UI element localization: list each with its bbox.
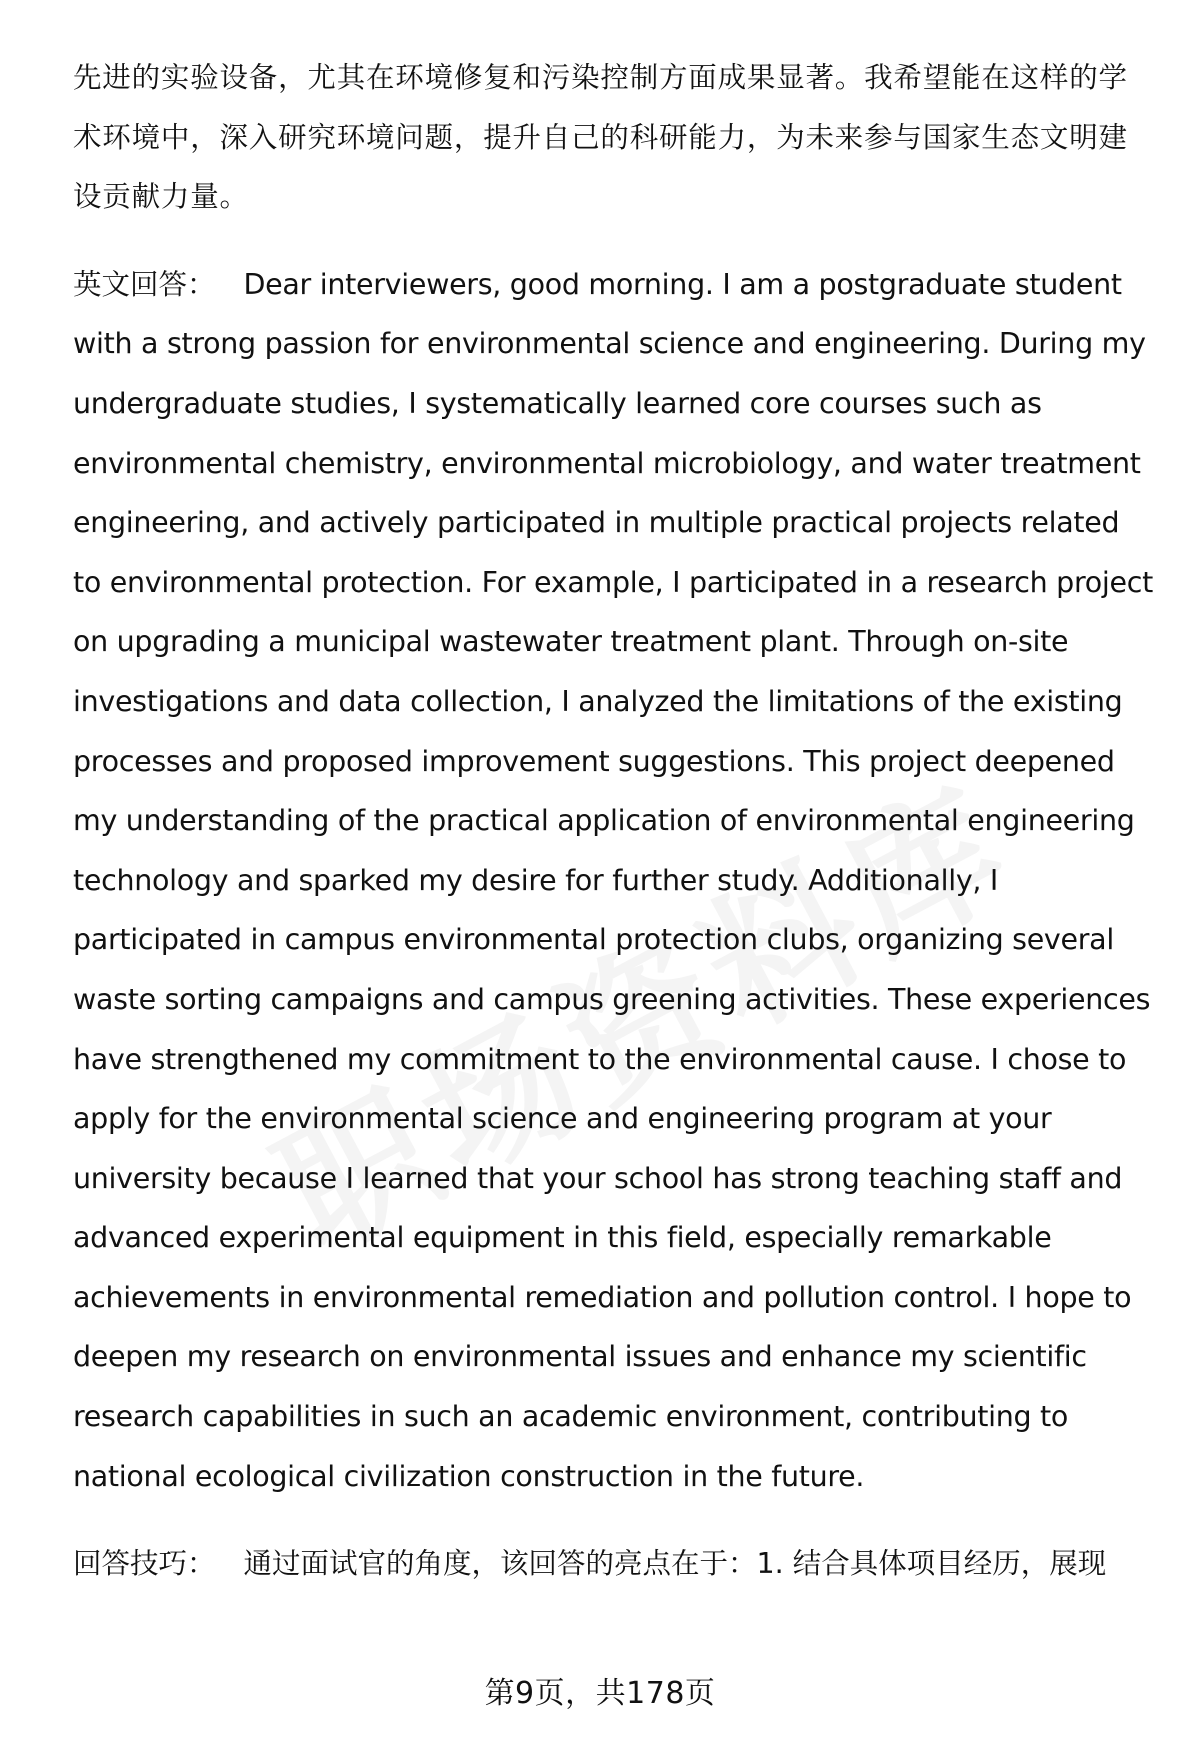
document-body bbox=[73, 48, 1153, 1622]
tips-label: 回答技巧： bbox=[73, 1547, 216, 1581]
page-number: 第9页，共178页 bbox=[484, 1676, 716, 1711]
english-answer-text: Dear interviewers, good morning. I am a postgraduate student with a strong passion for environmental science and engineering. During my undergraduate studies, I systematically learned core courses such as environmental chemistry, environmental microbiology, and water treatment engineering, and actively participated in multiple practical projects related to environmental protection. For example, I participated in a research project on upgrading a municipal wastewater treatment plant. Through on-site investigations and data collection, I analyzed the limitations of the existing processes and proposed improvement suggestions. This project deepened my understanding of the practical application of environmental engineering technology and sparked my desire for further study. Additionally, I participated in campus environmental protection clubs, organizing several waste sorting campaigns and campus greening activities. These experiences have strengthened my commitment to the environmental cause. I chose to apply for the environmental science and engineering program at your university because I learned that your school has strong teaching staff and advanced experimental equipment in this field, especially remarkable achievements in environmental remediation and pollution control. I hope to deepen my research on environmental issues and enhance my scientific research capabilities in such an academic environment, contributing to national ecological civilization construction in the future. bbox=[73, 267, 1153, 1493]
paragraph-continuation: 先进的实验设备，尤其在环境修复和污染控制方面成果显著。我希望能在这样的学术环境中，深入研究环境问题，提升自己的科研能力，为未来参与国家生态文明建设贡献力量。 bbox=[73, 61, 1128, 214]
english-answer-label: 英文回答： bbox=[73, 267, 216, 301]
tips-paragraph bbox=[73, 1534, 1153, 1594]
english-answer-paragraph bbox=[73, 255, 1153, 1506]
tips-text: 通过面试官的角度，该回答的亮点在于：1. 结合具体项目经历，展现 bbox=[243, 1547, 1107, 1581]
